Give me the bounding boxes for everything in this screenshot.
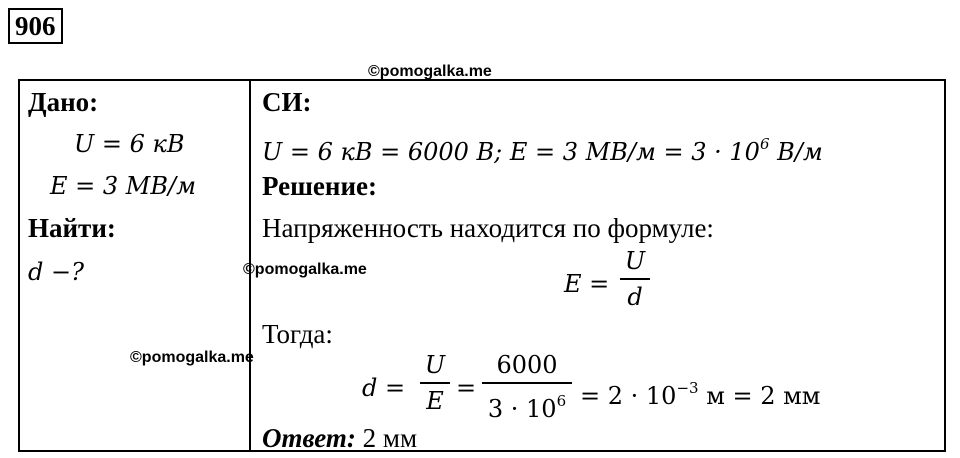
watermark-top: ©pomogalka.me bbox=[368, 63, 492, 80]
fraction-numeric bbox=[482, 350, 572, 424]
then-label: Тогда: bbox=[262, 319, 333, 349]
formula-denominator: d bbox=[627, 283, 643, 311]
formula-numerator: U bbox=[624, 247, 646, 275]
fraction-bar bbox=[620, 278, 650, 280]
answer-value: 2 мм bbox=[355, 423, 418, 453]
fraction-u-over-e bbox=[420, 350, 450, 416]
solution-heading: Решение: bbox=[262, 171, 377, 201]
denominator-base: 3 · 10 bbox=[487, 395, 557, 423]
formula-intro: Напряженность находится по формуле: bbox=[262, 213, 714, 243]
given-field-strength: E = 3 МВ/м bbox=[50, 172, 196, 200]
distance-result bbox=[580, 372, 820, 412]
watermark-lower: ©pomogalka.me bbox=[130, 349, 254, 366]
equals-sign: = bbox=[456, 374, 477, 402]
find-heading: Найти: bbox=[28, 213, 116, 243]
problem-number: 906 bbox=[8, 8, 63, 44]
fraction-bar bbox=[420, 382, 450, 384]
si-conversion-unit: В/м bbox=[769, 138, 823, 166]
answer-line bbox=[262, 422, 417, 454]
answer-label: Ответ: bbox=[262, 423, 356, 453]
watermark-middle: ©pomogalka.me bbox=[243, 261, 367, 278]
given-voltage: U = 6 кВ bbox=[74, 130, 185, 158]
formula-lhs: E = bbox=[564, 270, 610, 298]
given-heading: Дано: bbox=[28, 87, 99, 117]
si-conversion bbox=[262, 128, 823, 168]
si-conversion-text: U = 6 кВ = 6000 В; E = 3 МВ/м = 3 · 10 bbox=[262, 138, 760, 166]
fraction-numeric-denominator bbox=[482, 386, 572, 424]
si-heading: СИ: bbox=[262, 87, 312, 117]
result-unit: м = 2 мм bbox=[698, 382, 821, 410]
distance-lhs: d = bbox=[362, 374, 406, 402]
result-base: = 2 · 10 bbox=[580, 382, 677, 410]
si-exponent: 6 bbox=[759, 135, 770, 153]
denominator-exponent: 6 bbox=[556, 392, 567, 410]
find-distance: d −? bbox=[28, 258, 84, 286]
result-exponent: −3 bbox=[676, 379, 699, 397]
fraction-u-numerator: U bbox=[424, 351, 446, 379]
fraction-bar bbox=[482, 382, 572, 384]
formula-fraction bbox=[620, 246, 650, 312]
fraction-e-denominator: E bbox=[426, 387, 444, 415]
fraction-numeric-numerator: 6000 bbox=[496, 351, 558, 379]
